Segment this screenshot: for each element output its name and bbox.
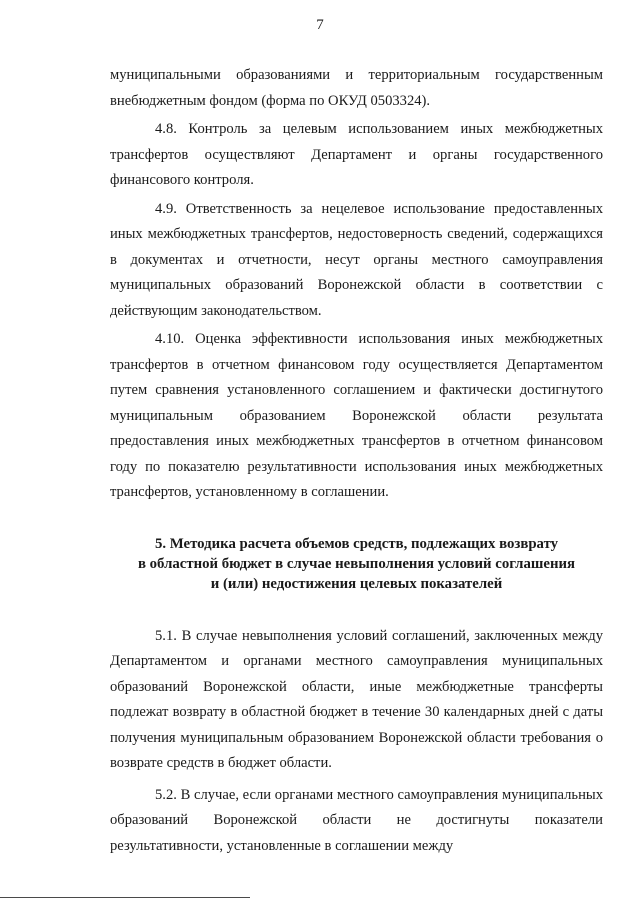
scan-edge-line [0, 897, 250, 898]
paragraph-5-1: 5.1. В случае невыполнения условий соглашений, заключенных между Департаментом и органами местного самоуправления муниципальных образований Воронежской области, иные межбюджетные трансферты подлежат возврату в областной бюджет в течение 30 календарных дней с даты получения муниципальным образованием Воронежской области требования о возврате средств в бюджет области. [110, 627, 603, 771]
section-heading-line: в областной бюджет в случае невыполнения условий соглашения [137, 555, 576, 572]
document-body [110, 63, 603, 859]
section-heading-line: и (или) недостижения целевых показателей [210, 575, 503, 592]
paragraph-4-8: 4.8. Контроль за целевым использованием иных межбюджетных трансфертов осуществляют Департамент и органы государственного финансового контроля. [110, 121, 603, 188]
section-heading-line: 5. Методика расчета объемов средств, подлежащих возврату [154, 535, 559, 552]
paragraph-4-10: 4.10. Оценка эффективности использования иных межбюджетных трансфертов в отчетном финансовом году осуществляется Департаментом путем сравнения установленного соглашением и фактически достигнутого муниципальным образованием Воронежской области результата предоставления иных межбюджетных трансфертов в отчетном финансовом году по показателю результативности использования иных межбюджетных трансфертов, установленному в соглашении. [110, 331, 603, 500]
paragraph-4-9: 4.9. Ответственность за нецелевое использование предоставленных иных межбюджетных трансфертов, недостоверность сведений, содержащихся в документах и отчетности, несут органы местного самоуправления муниципальных образований Воронежской области в соответствии с действующим законодательством. [110, 200, 603, 319]
paragraph-4-7-continuation: муниципальными образованиями и территориальным государственным внебюджетным фондом (форма по ОКУД 0503324). [110, 67, 603, 109]
paragraph-5-2: 5.2. В случае, если органами местного самоуправления муниципальных образований Воронежской области не достигнуты показатели результативности, установленные в соглашении между [110, 786, 603, 854]
section-5-heading [110, 534, 603, 594]
page-number: 7 [316, 17, 324, 33]
